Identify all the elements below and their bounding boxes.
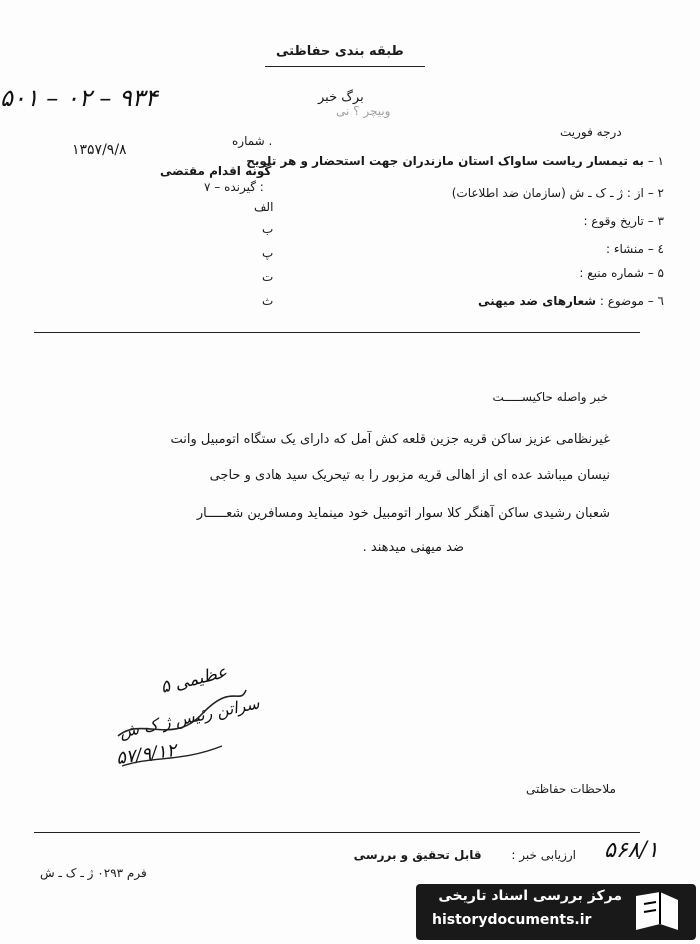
- field-6-number: ٦ –: [647, 294, 664, 308]
- field-4: [606, 242, 664, 256]
- field-5-number: ۵ –: [647, 266, 664, 280]
- field-6-label: موضوع :: [599, 294, 644, 308]
- report-heading: خبر واصله حاکیســـــت: [492, 390, 608, 404]
- field-2: [452, 186, 664, 200]
- report-line-3: شعبان رشیدی ساکن آهنگر کلا سوار اتومبیل خود مینماید ومسافرین شعـــــار: [196, 506, 610, 521]
- priority-label: درجه فوریت: [560, 125, 622, 139]
- field-3: [583, 214, 664, 228]
- book-logo-icon: [630, 888, 684, 936]
- field-2-label: از : ژ ـ ک ـ ش (سازمان ضد اطلاعات): [451, 186, 644, 200]
- field-4-label: منشاء :: [605, 242, 644, 256]
- field-5: [579, 266, 664, 280]
- recipient-item-s: ث: [262, 294, 274, 308]
- evaluation-value: قابل تحقیق و بررسی: [353, 848, 482, 862]
- field-1-label: به تیمسار ریاست ساواک استان مازندران جهت استحضار و هر تلویح: [246, 154, 644, 168]
- field-6-value: شعارهای ضد میهنی: [478, 294, 597, 308]
- classification-title: طبقه بندی حفاظتی: [276, 44, 404, 59]
- report-line-2: نیسان میباشد عده ای از اهالی قریه مزبور را به تیحریک سید هادی و حاجی: [209, 468, 610, 483]
- number-label: شماره .: [232, 134, 273, 148]
- field-4-number: ٤ –: [647, 242, 664, 256]
- evaluation: [354, 848, 576, 862]
- field-6: [478, 294, 664, 308]
- field-5-label: شماره منبع :: [579, 266, 644, 280]
- recipient-item-t: ت: [262, 270, 274, 284]
- recipient-label: ۷ – گیرنده :: [204, 180, 264, 194]
- form-code: فرم ۰۲۹۳ ژ ـ ک ـ ش: [40, 866, 147, 880]
- report-line-1: غیرنظامی عزیز ساکن قریه جزین قلعه کش آمل که دارای یک ستگاه اتومبیل وانت: [170, 432, 610, 447]
- margin-handwritten-note: ۵۶۸/۱: [604, 838, 659, 863]
- signature-title: سراتن رئیس ژ ک ش: [117, 693, 262, 742]
- field-1: [246, 154, 664, 168]
- section-divider-bottom: [34, 832, 640, 833]
- signature-name: ۵ عظیمی: [158, 662, 230, 698]
- watermark-url: historydocuments.ir: [432, 912, 592, 928]
- title-underline: [265, 66, 425, 67]
- section-divider-top: [34, 332, 640, 333]
- signature-scribble: [112, 676, 252, 772]
- recipient-item-p: پ: [262, 246, 274, 260]
- field-3-number: ۳ –: [647, 214, 664, 228]
- handwritten-date: ۱۳۵۷/۹/۸: [72, 142, 127, 158]
- field-2-number: ۲ –: [647, 186, 664, 200]
- evaluation-label: ارزیابی خبر :: [511, 848, 576, 862]
- recipient-item-a: الف: [254, 200, 274, 214]
- field-3-label: تاریخ وقوع :: [583, 214, 644, 228]
- faded-stamp: وبیچر ؟ نی: [336, 104, 391, 118]
- watermark-name: مرکز بررسی اسناد تاریخی: [438, 888, 622, 904]
- recipient-item-b: ب: [262, 222, 274, 236]
- field-1-number: ۱ –: [647, 154, 664, 168]
- report-line-4: ضد میهنی میدهند .: [362, 540, 464, 555]
- handwritten-reference-number: ۵۰۱ – ۰۲ – ۹۳۴: [0, 84, 158, 112]
- form-title: برگ خبر: [318, 90, 364, 105]
- field-1-overlay: گونه اقدام مقتضی: [160, 164, 272, 178]
- remarks-label: ملاحظات حفاظتی: [526, 782, 616, 796]
- signature-date: ۵۷/۹/۱۲: [114, 739, 178, 770]
